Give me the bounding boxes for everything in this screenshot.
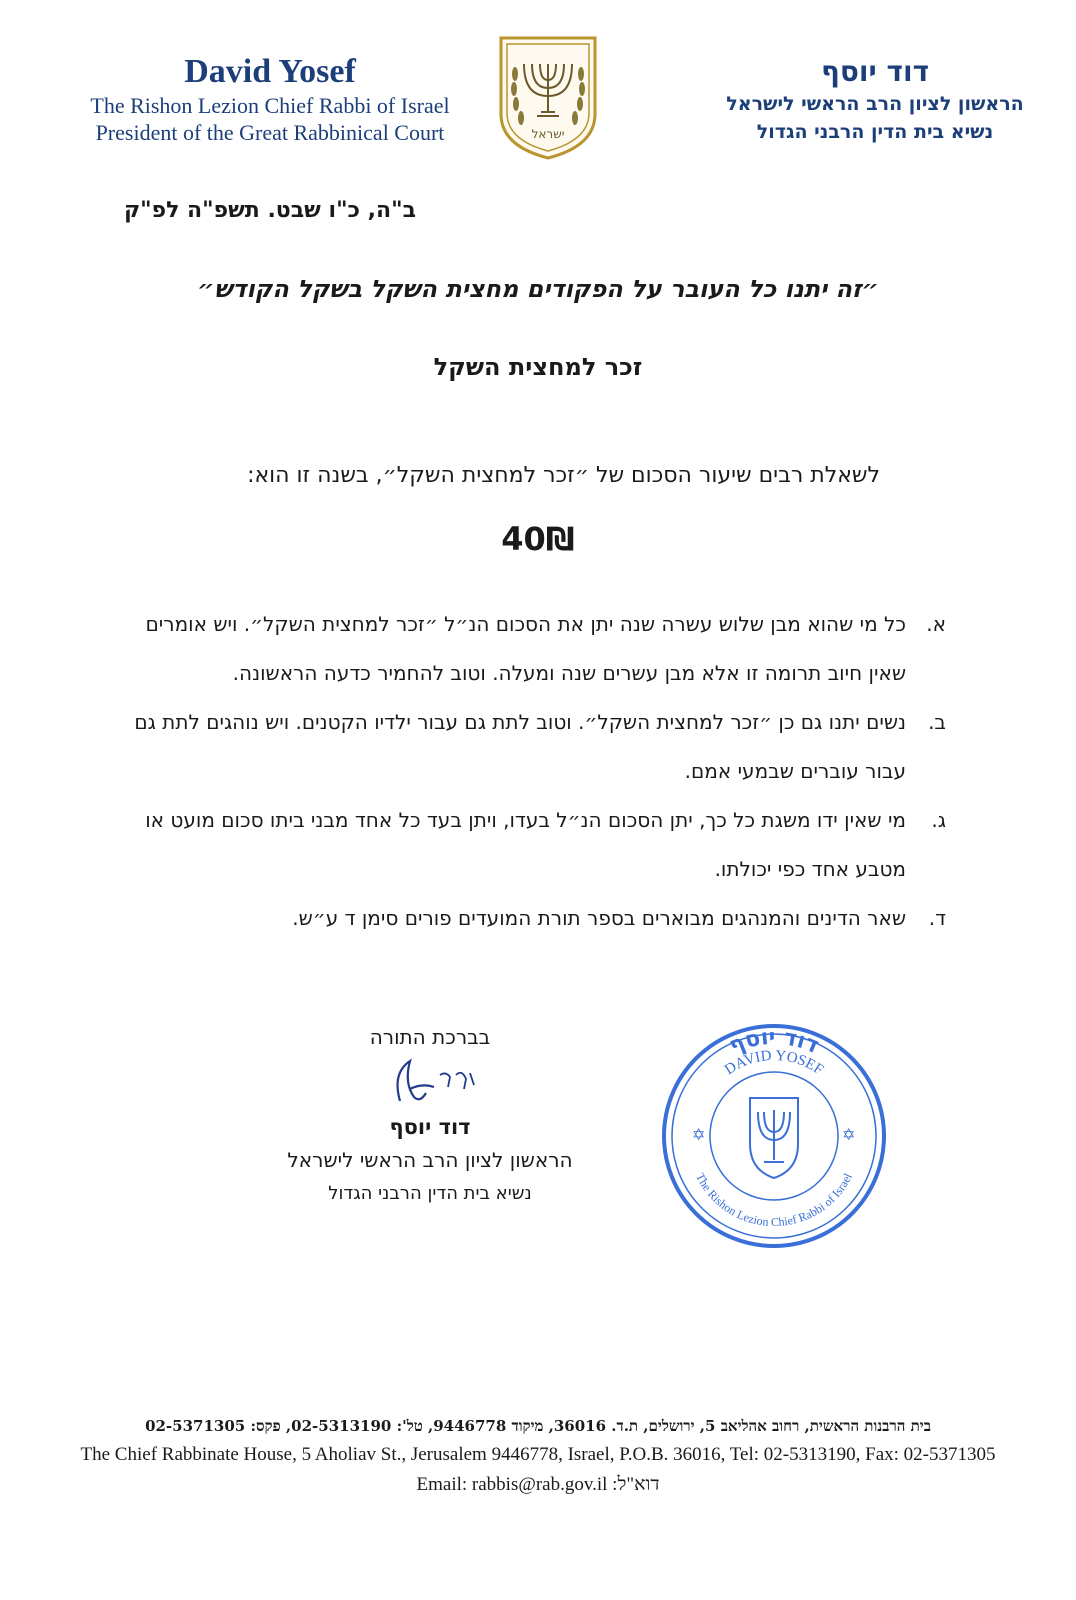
emblem-caption: ישראל: [531, 127, 565, 141]
list-item-text: מי שאין ידו משגת כל כך, יתן הסכום הנ״ל בעדו, ויתן בעד כל אחד מבני ביתו סכום מועט או מטבע אחד כפי יכולתו.: [145, 808, 906, 881]
list-item-text: שאר הדינים והמנהגים מבוארים בספר תורת המועדים פורים סימן ד ע״ש.: [292, 906, 906, 930]
signer-title: הראשון לציון הרב הראשי לישראל: [287, 1148, 573, 1172]
amount-value: 40₪: [501, 520, 575, 558]
list-item: [116, 894, 946, 943]
letter-subtitle: זכר למחצית השקל: [433, 353, 643, 381]
svg-text:דוד יוסף: דוד יוסף: [725, 1024, 823, 1059]
handwritten-signature: [250, 1052, 610, 1112]
list-item: [116, 698, 946, 796]
signer-name: דוד יוסף: [389, 1115, 471, 1139]
list-item: [116, 600, 946, 698]
list-item-letter: א.: [926, 612, 946, 636]
signer-subtitle: נשיא בית הדין הרבני הגדול: [328, 1183, 532, 1204]
court-title-english: President of the Great Rabbinical Court: [95, 120, 445, 145]
rulings-list: [116, 600, 946, 943]
letter-quote: ״זה יתנו כל העובר על הפקודים מחצית השקל בשקל הקודש״: [197, 275, 879, 303]
letter-date: ב"ה, כ"ו שבט. תשפ"ה לפ"ק: [123, 198, 416, 223]
footer-email: Email: rabbis@rab.gov.il :דוא"ל: [416, 1474, 660, 1495]
list-item-letter: ג.: [931, 808, 946, 832]
list-item-text: נשים יתנו גם כן ״זכר למחצית השקל״. וטוב לתת גם עבור ילדיו הקטנים. ויש נוהגים לתת גם עבור עוברים שבמעי אמם.: [134, 710, 906, 783]
letterhead-english: [60, 52, 480, 146]
rabbi-title-english: The Rishon Lezion Chief Rabbi of Israel: [90, 93, 450, 118]
letter-question: לשאלת רבים שיעור הסכום של ״זכר למחצית השקל״, בשנה זו הוא:: [247, 463, 880, 488]
list-item: [116, 796, 946, 894]
rabbi-name-hebrew: דוד יוסף: [820, 55, 930, 88]
court-title-hebrew: נשיא בית הדין הרבני הגדול: [756, 121, 994, 143]
list-item-letter: ב.: [928, 710, 946, 734]
footer-address-english: The Chief Rabbinate House, 5 Aholiav St., Jerusalem 9446778, Israel, P.O.B. 36016, Tel: 02-5313190, Fax: 02-5371305: [80, 1444, 996, 1465]
state-emblem-icon: [495, 34, 601, 160]
rabbi-name-english: David Yosef: [184, 53, 356, 90]
svg-text:DAVID YOSEF: DAVID YOSEF: [722, 1047, 827, 1079]
svg-text:The Rishon Lezion Chief Rabbi: The Rishon Lezion Chief Rabbi of Israel: [693, 1170, 855, 1230]
official-stamp: [658, 1020, 890, 1252]
list-item-text: כל מי שהוא מבן שלוש עשרה שנה יתן את הסכום הנ״ל ״זכר למחצית השקל״. ויש אומרים שאין חיוב תרומה זו אלא מבן עשרים שנה ומעלה. וטוב להחמיר כדעה הראשונה.: [145, 612, 906, 685]
footer-address-hebrew: בית הרבנות הראשית, רחוב אהליאב 5, ירושלים, ת.ד. 36016, מיקוד 9446778, טל': 02-5313190, פקס: 02-5371305: [145, 1417, 931, 1435]
svg-text:✡: ✡: [842, 1125, 856, 1144]
blessing-line: בברכת התורה: [369, 1025, 491, 1049]
letterhead-hebrew: [705, 54, 1045, 146]
list-item-letter: ד.: [928, 906, 946, 930]
rabbi-title-hebrew: הראשון לציון הרב הראשי לישראל: [726, 93, 1024, 115]
signature-block: [250, 1022, 610, 1210]
svg-text:✡: ✡: [692, 1125, 706, 1144]
letter-footer: [0, 1412, 1076, 1500]
